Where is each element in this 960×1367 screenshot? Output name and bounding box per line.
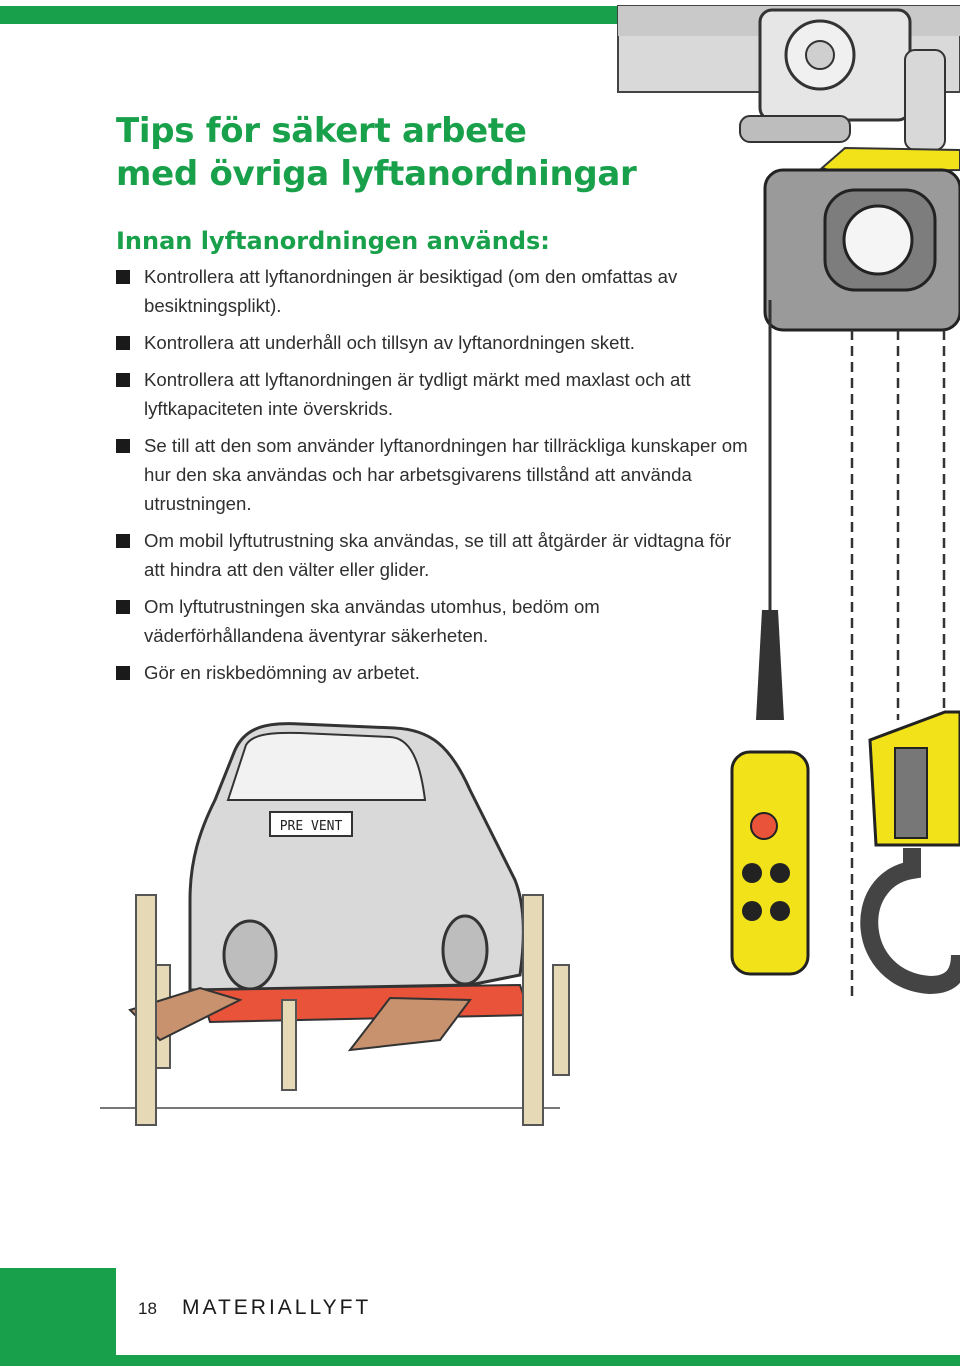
list-item-text: Om mobil lyftutrustning ska användas, se till att åtgärder är vidtagna för att hindra att den välter eller glider. [144,530,732,580]
license-plate-text: PRE VENT [279,819,343,834]
footer-title: MATERIALLYFT [182,1296,372,1319]
bullet-square-icon [116,336,130,350]
bullet-square-icon [116,270,130,284]
list-item [116,328,756,357]
list-item [116,262,756,320]
list-item [116,592,756,650]
list-item-text: Se till att den som använder lyftanordningen har tillräckliga kunskaper om hur den ska användas och har arbetsgivarens tillstånd att använda utrustningen. [144,435,748,514]
bullet-square-icon [116,373,130,387]
section-heading: Innan lyftanordningen används: [116,227,550,255]
page-title-line-2: med övriga lyftanordningar [116,154,637,194]
list-item [116,526,756,584]
bullet-square-icon [116,439,130,453]
checklist [116,262,756,695]
list-item-text: Om lyftutrustningen ska användas utomhus, bedöm om väderförhållandena äventyrar säkerheten. [144,596,600,646]
list-item-text: Kontrollera att lyftanordningen är tydligt märkt med maxlast och att lyftkapaciteten inte överskrids. [144,369,691,419]
page-number: 18 [138,1299,157,1318]
list-item-text: Gör en riskbedömning av arbetet. [144,662,420,683]
page-title-line-1: Tips för säkert arbete [116,111,527,151]
bullet-square-icon [116,666,130,680]
page-title [116,110,676,196]
list-item-text: Kontrollera att underhåll och tillsyn av lyftanordningen skett. [144,332,635,353]
list-item-text: Kontrollera att lyftanordningen är besiktigad (om den omfattas av besiktningsplikt). [144,266,678,316]
bullet-square-icon [116,534,130,548]
list-item [116,431,756,518]
list-item [116,365,756,423]
list-item [116,658,756,687]
bullet-square-icon [116,600,130,614]
